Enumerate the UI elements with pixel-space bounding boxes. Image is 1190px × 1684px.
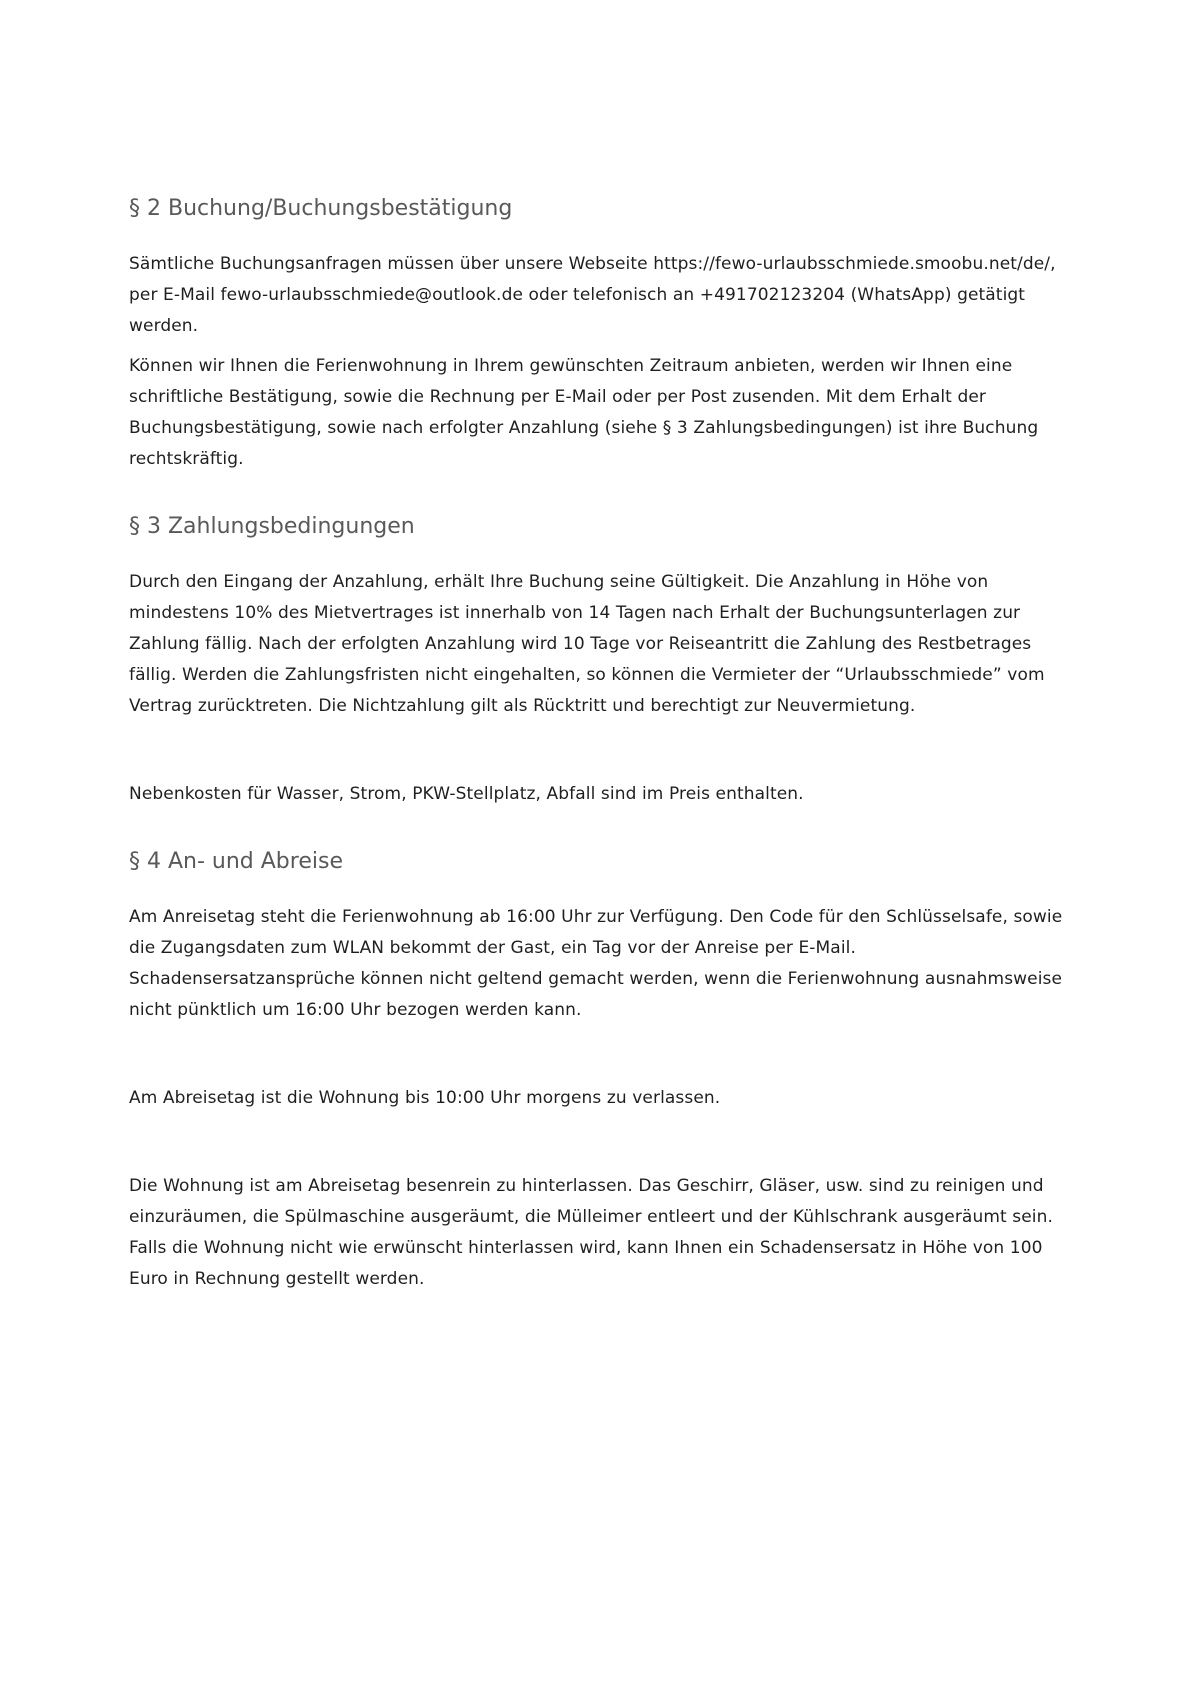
section-heading-zahlungsbedingungen: § 3 Zahlungsbedingungen [129,514,415,539]
section-heading-buchung: § 2 Buchung/Buchungsbestätigung [129,196,513,221]
paragraph-anzahlung: Durch den Eingang der Anzahlung, erhält Ihre Buchung seine Gültigkeit. Die Anzahlung in Höhe von mindestens 10% des Mietvertrages ist innerhalb von 14 Tagen nach Erhalt der Buchungsunterlagen zur Zahlung fällig. Nach der erfolgten Anzahlung wird 10 Tage vor Reiseantritt die Zahlung des Restbetrages fällig. Werden die Zahlungsfristen nicht eingehalten, so können die Vermieter der “Urlaubsschmiede” vom Vertrag zurücktreten. Die Nichtzahlung gilt als Rücktritt und berechtigt zur Neuvermietung. [129,572,1045,716]
paragraph-buchungsbestaetigung: Können wir Ihnen die Ferienwohnung in Ihrem gewünschten Zeitraum anbieten, werden wir Ihnen eine schriftliche Bestätigung, sowie die Rechnung per E-Mail oder per Post zusenden. Mit dem Erhalt der Buchungsbestätigung, sowie nach erfolgter Anzahlung (siehe § 3 Zahlungsbedingungen) ist ihre Buchung rechtskräftig. [129,356,1039,469]
paragraph-nebenkosten: Nebenkosten für Wasser, Strom, PKW-Stellplatz, Abfall sind im Preis enthalten. [129,784,804,804]
paragraph-buchungsanfragen: Sämtliche Buchungsanfragen müssen über unsere Webseite https://fewo-urlaubsschmiede.smoobu.net/de/, per E-Mail fewo-urlaubsschmiede@outlook.de oder telefonisch an +491702123204 (WhatsApp) getätigt werden. [129,254,1056,336]
section-heading-an-und-abreise: § 4 An- und Abreise [129,849,343,874]
paragraph-anreisetag: Am Anreisetag steht die Ferienwohnung ab 16:00 Uhr zur Verfügung. Den Code für den Schlüsselsafe, sowie die Zugangsdaten zum WLAN bekommt der Gast, ein Tag vor der Anreise per E-Mail. Schadensersatzansprüche können nicht geltend gemacht werden, wenn die Ferienwohnung ausnahmsweise nicht pünktlich um 16:00 Uhr bezogen werden kann. [129,907,1063,1020]
document-body [129,195,1074,1295]
paragraph-abreisetag: Am Abreisetag ist die Wohnung bis 10:00 Uhr morgens zu verlassen. [129,1088,721,1108]
paragraph-besenrein: Die Wohnung ist am Abreisetag besenrein zu hinterlassen. Das Geschirr, Gläser, usw. sind zu reinigen und einzuräumen, die Spülmaschine ausgeräumt, die Mülleimer entleert und der Kühlschrank ausgeräumt sein. Falls die Wohnung nicht wie erwünscht hinterlassen wird, kann Ihnen ein Schadensersatz in Höhe von 100 Euro in Rechnung gestellt werden. [129,1176,1053,1289]
